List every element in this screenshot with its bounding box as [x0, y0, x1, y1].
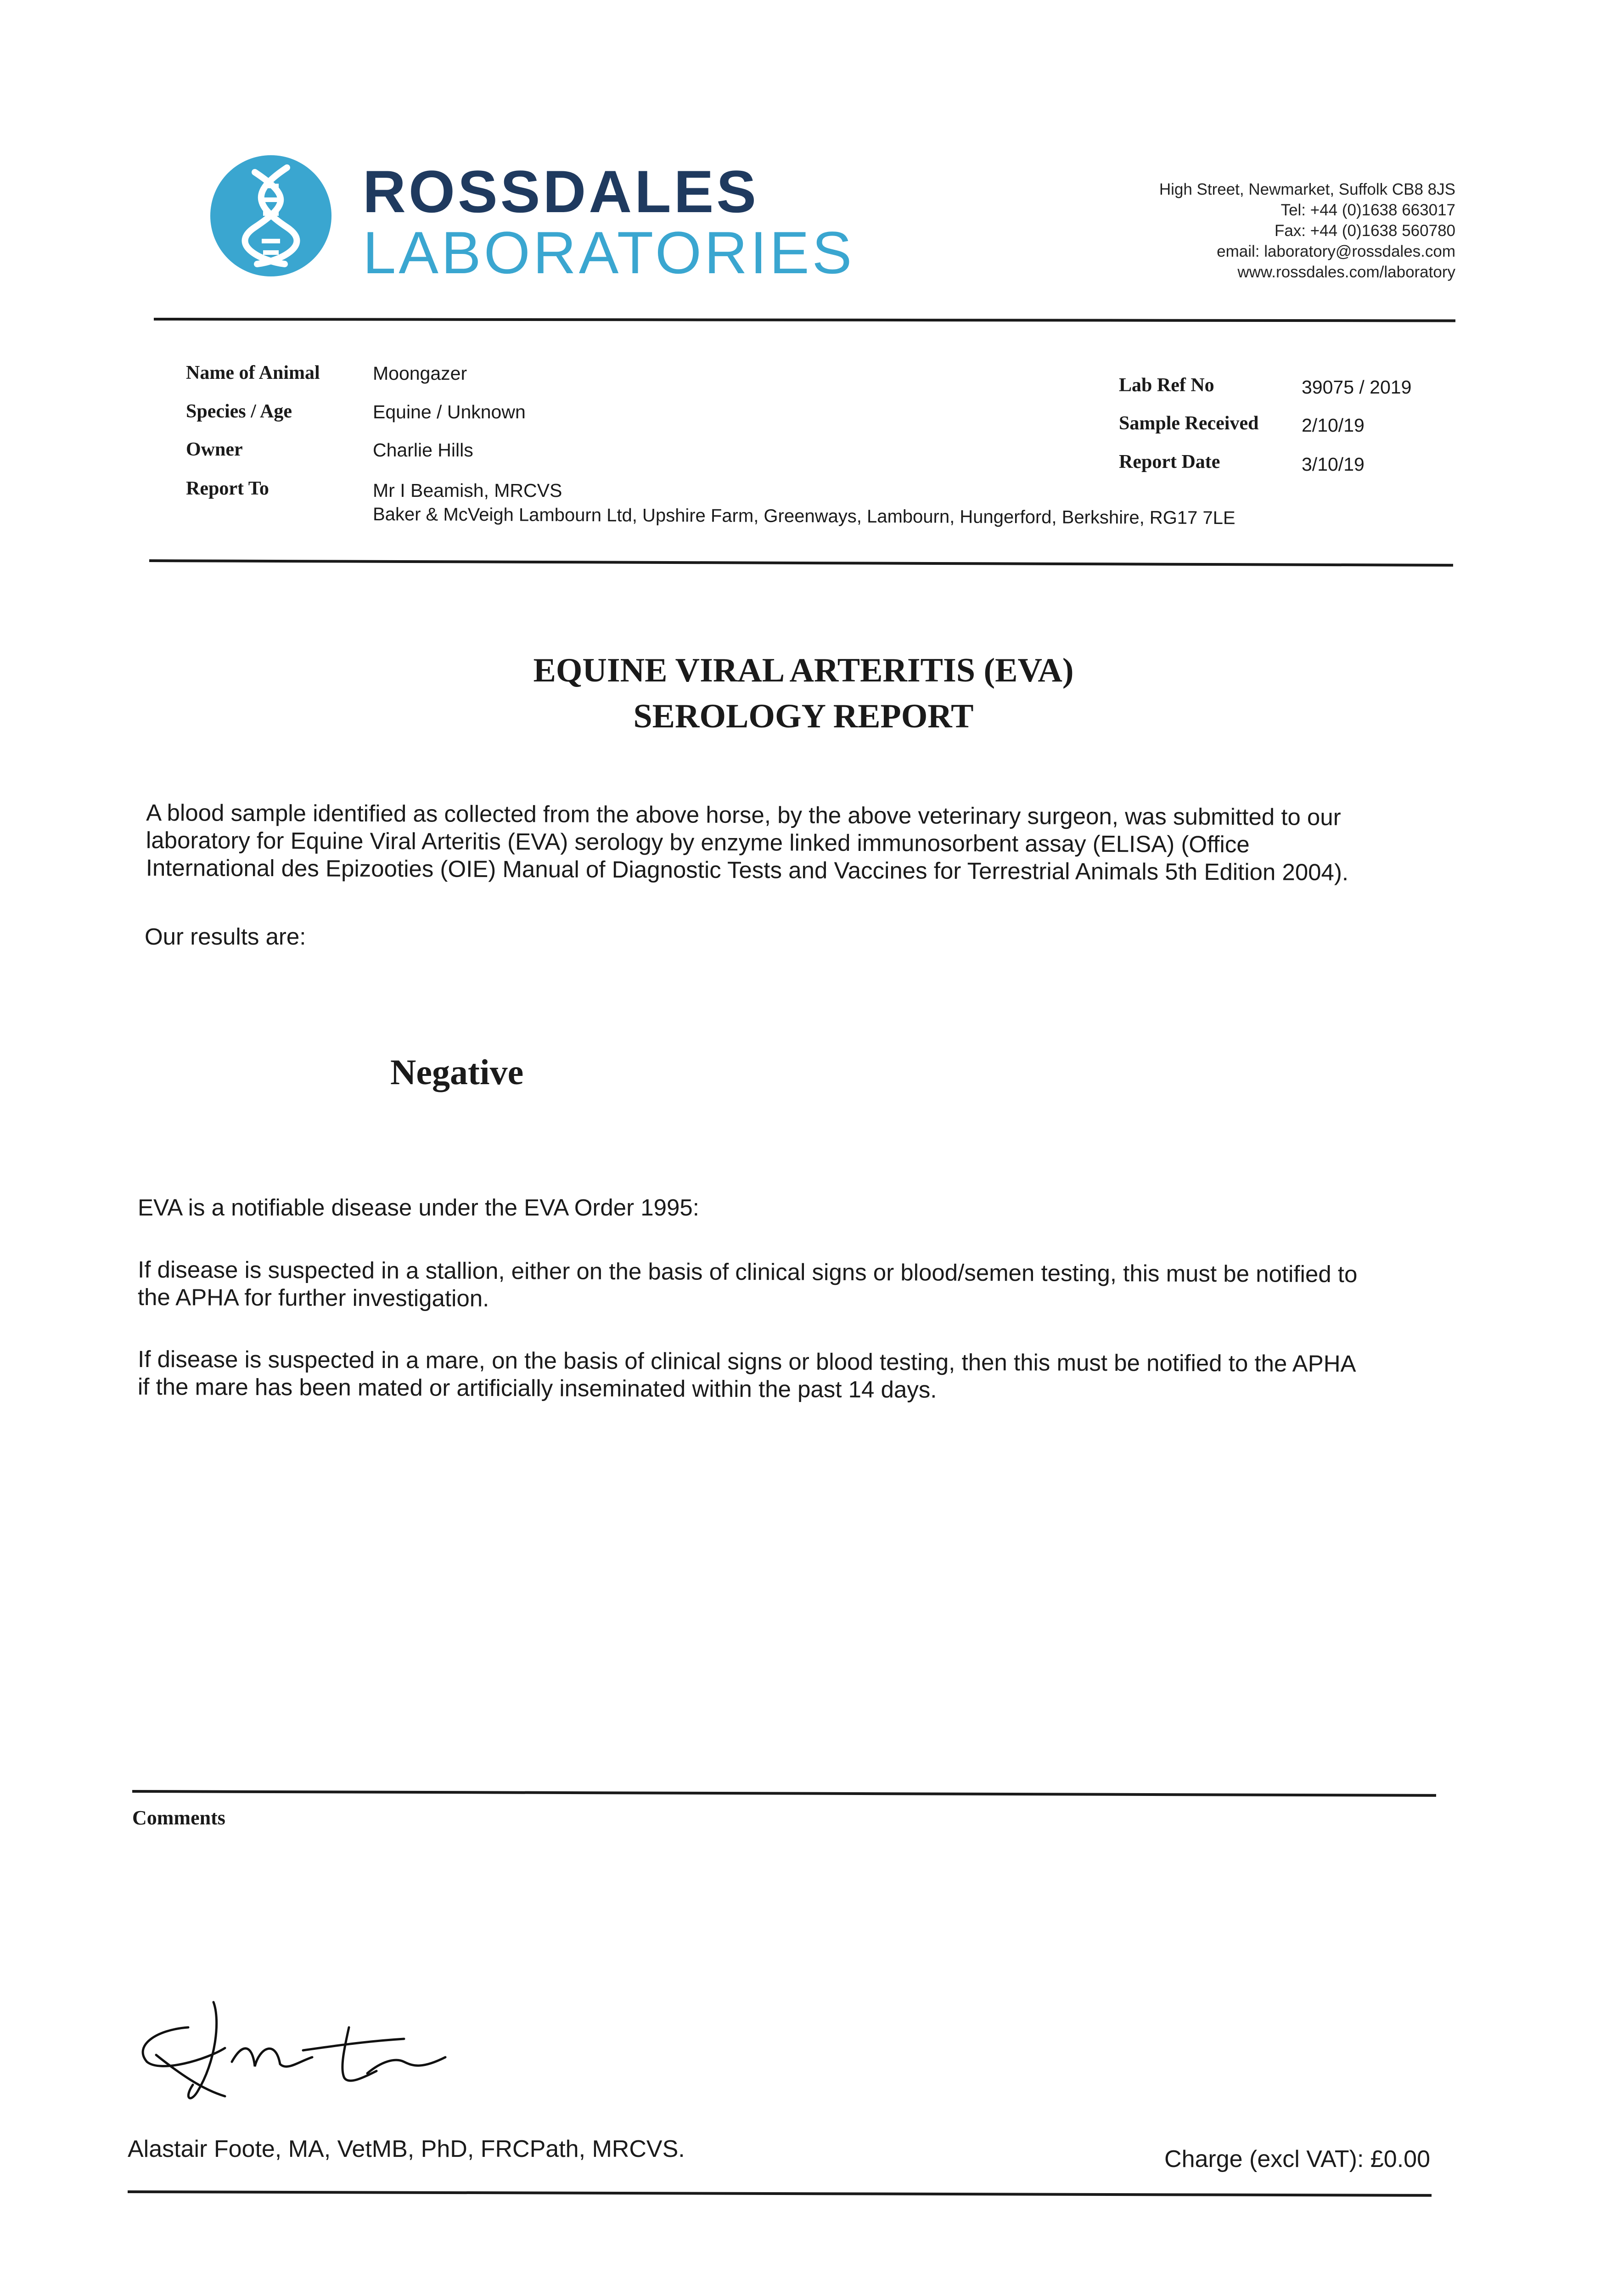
owner-label: Owner	[186, 439, 243, 460]
intro-paragraph	[146, 799, 1349, 886]
animal-name-value: Moongazer	[373, 363, 467, 384]
signature	[129, 1993, 468, 2108]
lab-tel: Tel: +44 (0)1638 663017	[1280, 201, 1455, 219]
sample-received-value: 2/10/19	[1302, 415, 1365, 436]
signer-name: Alastair Foote, MA, VetMB, PhD, FRCPath, MRCVS.	[128, 2136, 685, 2162]
intro-line: laboratory for Equine Viral Arteritis (EVA) serology by enzyme linked immunosorbent assay (ELISA) (Office	[146, 827, 1250, 858]
report-to-label: Report To	[186, 478, 269, 499]
brand-name-line2: LABORATORIES	[363, 219, 855, 286]
animal-name-label: Name of Animal	[186, 362, 320, 383]
species-age-value: Equine / Unknown	[373, 401, 526, 422]
mare-line: If disease is suspected in a mare, on the basis of clinical signs or blood testing, then this must be notified to the APHA	[138, 1346, 1356, 1377]
intro-line: A blood sample identified as collected from the above horse, by the above veterinary surgeon, was submitted to our	[146, 799, 1341, 830]
stallion-line: the APHA for further investigation.	[137, 1284, 489, 1311]
lab-address: High Street, Newmarket, Suffolk CB8 8JS	[1159, 180, 1455, 198]
stallion-paragraph	[138, 1256, 1358, 1316]
lab-contact-block	[1159, 179, 1455, 282]
lab-website: www.rossdales.com/laboratory	[1237, 263, 1455, 281]
result-value: Negative	[390, 1052, 524, 1092]
lab-email: email: laboratory@rossdales.com	[1217, 242, 1455, 260]
mare-paragraph	[138, 1345, 1356, 1405]
logo-icon	[209, 154, 333, 278]
report-date-label: Report Date	[1119, 451, 1220, 473]
header-divider	[154, 318, 1455, 322]
mare-line: if the mare has been mated or artificially inseminated within the past 14 days.	[137, 1373, 937, 1403]
footer-divider	[128, 2190, 1432, 2197]
species-age-label: Species / Age	[186, 401, 292, 422]
charge-amount: Charge (excl VAT): £0.00	[1164, 2146, 1430, 2172]
details-divider	[149, 559, 1453, 567]
brand-name-line1: ROSSDALES	[363, 158, 759, 225]
results-intro: Our results are:	[145, 923, 306, 950]
report-to-value: Mr I Beamish, MRCVS	[373, 480, 562, 501]
intro-line: International des Epizooties (OIE) Manual of Diagnostic Tests and Vaccines for Terrestrial Animals 5th Edition 2004).	[146, 854, 1349, 886]
report-date-value: 3/10/19	[1302, 454, 1365, 475]
report-title-line1: EQUINE VIRAL ARTERITIS (EVA)	[533, 652, 1074, 689]
comments-divider	[132, 1790, 1436, 1797]
lab-fax: Fax: +44 (0)1638 560780	[1274, 222, 1455, 240]
lab-ref-value: 39075 / 2019	[1302, 377, 1412, 398]
comments-label: Comments	[132, 1806, 225, 1829]
sample-received-label: Sample Received	[1119, 413, 1259, 434]
report-title-line2: SEROLOGY REPORT	[633, 698, 974, 735]
lab-ref-label: Lab Ref No	[1119, 375, 1214, 396]
stallion-line: If disease is suspected in a stallion, either on the basis of clinical signs or blood/semen testing, this must be notified to	[138, 1256, 1358, 1288]
owner-value: Charlie Hills	[373, 439, 473, 461]
report-to-address: Baker & McVeigh Lambourn Ltd, Upshire Farm, Greenways, Lambourn, Hungerford, Berkshire, RG17 7LE	[372, 504, 1236, 529]
notifiable-statement: EVA is a notifiable disease under the EVA Order 1995:	[138, 1194, 699, 1221]
